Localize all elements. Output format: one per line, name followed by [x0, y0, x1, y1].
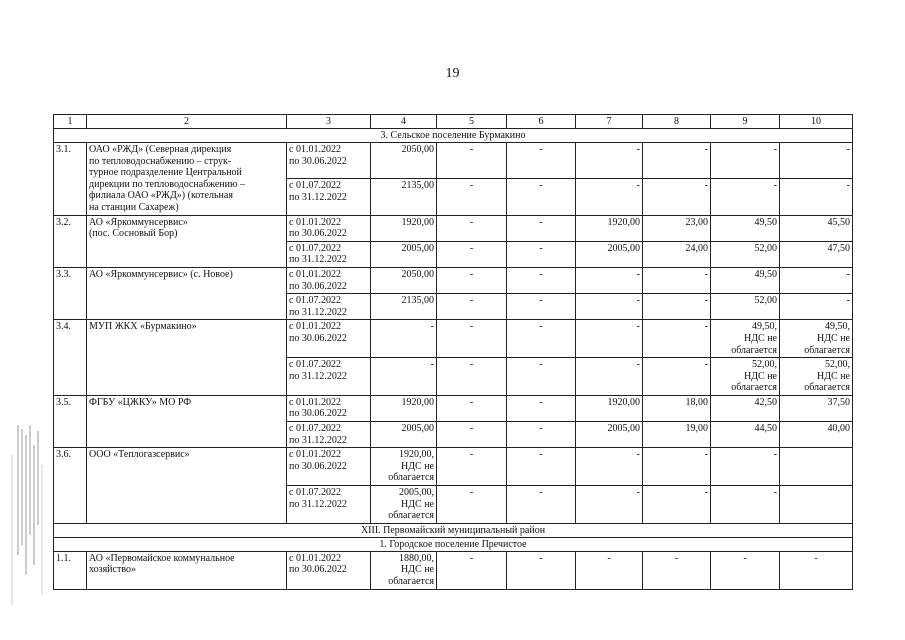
- tariff-col8-line: -: [674, 552, 679, 564]
- tariff-col5-line: -: [469, 321, 474, 333]
- tariff-col8: [643, 395, 711, 421]
- tariff-col6: [507, 179, 576, 215]
- tariff-col4-line: НДС не: [400, 460, 434, 472]
- tariff-col8-line: -: [704, 449, 708, 461]
- tariff-col6-line: -: [539, 359, 543, 371]
- tariff-col9: [711, 395, 780, 421]
- tariff-col9: [711, 241, 780, 267]
- tariff-col8-line: -: [704, 144, 708, 155]
- row-number-line: 3.1.: [56, 144, 71, 155]
- tariff-col7-line: 1920,00: [607, 216, 640, 228]
- tariff-col7: [576, 267, 643, 293]
- tariff-col10-line: НДС не: [816, 370, 850, 382]
- table-row: [54, 395, 853, 421]
- tariff-col4-line: 2135,00: [401, 180, 434, 192]
- tariff-col7-line: -: [607, 552, 611, 564]
- tariff-col5: [437, 179, 507, 215]
- header-row: [54, 115, 853, 129]
- table-row: [54, 448, 853, 486]
- section-heading-row: [54, 523, 853, 537]
- tariff-col10: [780, 395, 853, 421]
- tariff-col9: [711, 422, 780, 448]
- organization-name: [87, 215, 287, 267]
- row-number: [54, 395, 87, 447]
- tariff-col10: [780, 320, 853, 358]
- tariff-col6-line: -: [539, 295, 543, 307]
- period-cell-line: по 30.06.2022: [289, 280, 347, 292]
- period-cell-line: по 30.06.2022: [289, 564, 347, 576]
- tariff-col7: [576, 179, 643, 215]
- tariff-col4: [371, 395, 437, 421]
- tariff-col4: [371, 241, 437, 267]
- tariff-col4: [371, 486, 437, 524]
- tariff-col8: [643, 320, 711, 358]
- tariff-col6-line: -: [539, 268, 543, 280]
- tariff-col6: [507, 215, 576, 241]
- tariff-col4-line: 1920,00: [401, 216, 434, 228]
- tariff-table: [53, 114, 853, 590]
- tariff-col10-line: НДС не: [816, 332, 850, 344]
- page-number: 19: [445, 66, 460, 81]
- tariff-col5-line: -: [469, 552, 474, 564]
- section-heading-row: [54, 537, 853, 551]
- tariff-col10-line: -: [846, 268, 850, 280]
- tariff-col7: [576, 551, 643, 589]
- tariff-col4: [371, 448, 437, 486]
- tariff-col6: [507, 358, 576, 396]
- tariff-col10: [780, 294, 853, 320]
- tariff-col5: [437, 215, 507, 241]
- tariff-col4-line: 2050,00: [401, 268, 434, 280]
- tariff-col9-line: облагается: [731, 382, 777, 394]
- tariff-col5-line: -: [469, 423, 474, 435]
- tariff-col7-line: 1920,00: [607, 396, 640, 408]
- tariff-col9: [711, 179, 780, 215]
- row-number: [54, 215, 87, 267]
- organization-name: [87, 551, 287, 589]
- tariff-col7: [576, 486, 643, 524]
- organization-name: [87, 143, 287, 216]
- table-row: [54, 320, 853, 358]
- tariff-col7: [576, 358, 643, 396]
- tariff-col7: [576, 294, 643, 320]
- period-cell-line: с 01.01.2022: [289, 268, 341, 280]
- tariff-col9-line: -: [773, 180, 777, 192]
- tariff-col8: [643, 294, 711, 320]
- column-header: 3: [287, 115, 371, 129]
- tariff-col7: [576, 241, 643, 267]
- tariff-col10-line: 45,50: [827, 216, 850, 228]
- period-cell-line: с 01.07.2022: [289, 242, 341, 254]
- period-cell-line: с 01.01.2022: [289, 396, 341, 408]
- organization-name-line: АО «Первомайское коммунальное: [89, 552, 235, 564]
- tariff-col7-line: -: [636, 268, 640, 280]
- row-number-line: 3.6.: [56, 449, 71, 461]
- tariff-col7-line: -: [636, 487, 640, 499]
- tariff-col9-line: 44,50: [754, 423, 777, 435]
- tariff-col6: [507, 448, 576, 486]
- tariff-col7: [576, 448, 643, 486]
- period-cell: [287, 358, 371, 396]
- tariff-col10: [780, 267, 853, 293]
- tariff-col9: [711, 294, 780, 320]
- tariff-col8: [643, 215, 711, 241]
- period-cell: [287, 267, 371, 293]
- organization-name-line: МУП ЖКХ «Бурмакино»: [89, 321, 197, 333]
- organization-name-line: ООО «Теплогазсервис»: [89, 449, 190, 461]
- tariff-col10-line: облагается: [804, 344, 850, 356]
- table-row: [54, 143, 853, 179]
- tariff-col10-line: 40,00: [827, 423, 850, 435]
- tariff-col6: [507, 267, 576, 293]
- tariff-col8-line: -: [704, 359, 708, 371]
- period-cell: [287, 486, 371, 524]
- tariff-col10: [780, 422, 853, 448]
- tariff-col8: [643, 241, 711, 267]
- period-cell: [287, 179, 371, 215]
- tariff-col5: [437, 551, 507, 589]
- tariff-col9-line: облагается: [731, 344, 777, 356]
- tariff-col10-line: 37,50: [827, 396, 850, 408]
- tariff-col8-line: 19,00: [685, 423, 708, 435]
- tariff-col5-line: -: [469, 295, 474, 307]
- table-row: [54, 267, 853, 293]
- tariff-col10: [780, 179, 853, 215]
- column-header: 7: [576, 115, 643, 129]
- tariff-col10-line: -: [846, 144, 850, 155]
- tariff-col10: [780, 215, 853, 241]
- tariff-col7-line: -: [636, 295, 640, 307]
- row-number-line: 3.5.: [56, 396, 71, 408]
- section-heading: XIII. Первомайский муниципальный район: [54, 523, 853, 537]
- tariff-col9-line: НДС не: [743, 370, 777, 382]
- tariff-col6: [507, 143, 576, 179]
- tariff-col8: [643, 486, 711, 524]
- tariff-col4: [371, 422, 437, 448]
- tariff-col10-line: -: [846, 295, 850, 307]
- tariff-col4-line: НДС не: [400, 498, 434, 510]
- tariff-col6: [507, 294, 576, 320]
- row-number: [54, 551, 87, 589]
- tariff-col10-line: облагается: [804, 382, 850, 394]
- tariff-col5-line: -: [469, 487, 474, 499]
- organization-name-line: АО «Яркоммунсервис» (с. Новое): [89, 268, 233, 280]
- tariff-col8-line: -: [704, 321, 708, 333]
- tariff-col4-line: 2135,00: [401, 295, 434, 307]
- organization-name-line: ФГБУ «ЦЖКУ» МО РФ: [89, 396, 192, 408]
- tariff-col4-line: 2005,00,: [399, 487, 434, 499]
- tariff-col8-line: -: [704, 180, 708, 192]
- tariff-col5: [437, 320, 507, 358]
- section-heading: 3. Сельское поселение Бурмакино: [54, 129, 853, 143]
- period-cell-line: по 30.06.2022: [289, 155, 347, 167]
- tariff-col4-line: -: [430, 321, 434, 333]
- period-cell: [287, 143, 371, 179]
- tariff-col9-line: -: [773, 144, 777, 155]
- tariff-col5-line: -: [469, 180, 474, 192]
- row-number: [54, 448, 87, 524]
- tariff-col6: [507, 486, 576, 524]
- tariff-col9-line: -: [773, 487, 777, 499]
- row-number: [54, 320, 87, 396]
- tariff-col10-line: 52,00,: [825, 359, 850, 371]
- column-header: 8: [643, 115, 711, 129]
- organization-name-line: дирекции по тепловодоснабжению –: [89, 178, 245, 190]
- organization-name-line: филиала ОАО «РЖД») (котельная: [89, 190, 233, 202]
- tariff-col8: [643, 143, 711, 179]
- tariff-col4-line: 2005,00: [401, 242, 434, 254]
- column-header: 2: [87, 115, 287, 129]
- tariff-col10: [780, 551, 853, 589]
- period-cell-line: по 30.06.2022: [289, 228, 347, 240]
- tariff-col9-line: 52,00: [754, 242, 777, 254]
- tariff-col5-line: -: [469, 216, 474, 228]
- organization-name: [87, 267, 287, 319]
- tariff-col5: [437, 143, 507, 179]
- table-row: [54, 215, 853, 241]
- row-number-line: 3.2.: [56, 216, 71, 228]
- period-cell: [287, 215, 371, 241]
- column-header: 5: [437, 115, 507, 129]
- tariff-col4-line: 2005,00: [401, 423, 434, 435]
- tariff-col9: [711, 551, 780, 589]
- row-number: [54, 267, 87, 319]
- tariff-col9: [711, 215, 780, 241]
- tariff-col7-line: -: [636, 449, 640, 461]
- period-cell-line: по 30.06.2022: [289, 332, 347, 344]
- row-number-line: 3.4.: [56, 321, 71, 333]
- column-header: 6: [507, 115, 576, 129]
- scan-artifact-marks: [4, 425, 46, 615]
- tariff-col5: [437, 422, 507, 448]
- tariff-col4: [371, 320, 437, 358]
- tariff-col9: [711, 448, 780, 486]
- tariff-col6-line: -: [539, 321, 543, 333]
- tariff-col6-line: -: [539, 216, 543, 228]
- tariff-col6-line: -: [539, 396, 543, 408]
- tariff-col9-line: 49,50,: [752, 321, 777, 333]
- period-cell-line: с 01.01.2022: [289, 449, 341, 461]
- period-cell: [287, 241, 371, 267]
- tariff-col9-line: 52,00,: [752, 359, 777, 371]
- period-cell-line: по 31.12.2022: [289, 191, 347, 203]
- tariff-col4-line: облагается: [388, 576, 434, 587]
- tariff-col4-line: НДС не: [400, 564, 434, 576]
- tariff-col7-line: 2005,00: [607, 242, 640, 254]
- tariff-col4: [371, 294, 437, 320]
- organization-name-line: (пос. Сосновый Бор): [89, 228, 178, 240]
- tariff-col4: [371, 143, 437, 179]
- period-cell: [287, 551, 371, 589]
- tariff-col7-line: -: [636, 180, 640, 192]
- tariff-col7: [576, 320, 643, 358]
- period-cell-line: с 01.01.2022: [289, 216, 341, 228]
- tariff-col8: [643, 267, 711, 293]
- section-heading-row: [54, 129, 853, 143]
- period-cell-line: с 01.07.2022: [289, 295, 341, 307]
- tariff-col4: [371, 215, 437, 241]
- period-cell-line: с 01.01.2022: [289, 552, 341, 564]
- tariff-col9-line: -: [773, 449, 777, 461]
- tariff-col5: [437, 267, 507, 293]
- tariff-col8-line: 18,00: [685, 396, 708, 408]
- tariff-col9: [711, 486, 780, 524]
- tariff-col5: [437, 294, 507, 320]
- tariff-col4-line: облагается: [388, 472, 434, 484]
- section-heading: 1. Городское поселение Пречистое: [54, 537, 853, 551]
- tariff-col10: [780, 448, 853, 486]
- period-cell-line: по 31.12.2022: [289, 434, 347, 446]
- tariff-col5-line: -: [469, 449, 474, 461]
- tariff-col6-line: -: [539, 487, 543, 499]
- tariff-col5-line: -: [469, 268, 474, 280]
- tariff-col6: [507, 422, 576, 448]
- tariff-col9-line: 49,50: [754, 268, 777, 280]
- tariff-col7: [576, 422, 643, 448]
- tariff-col10-line: 49,50,: [825, 321, 850, 333]
- tariff-col5: [437, 395, 507, 421]
- tariff-col9-line: 42,50: [754, 396, 777, 408]
- column-header: 10: [780, 115, 853, 129]
- tariff-col8-line: -: [704, 487, 708, 499]
- tariff-col7-line: -: [636, 321, 640, 333]
- tariff-col4-line: 1880,00,: [399, 552, 434, 564]
- organization-name-line: турное подразделение Центральной: [89, 167, 242, 179]
- tariff-col5: [437, 241, 507, 267]
- tariff-col5-line: -: [469, 242, 474, 254]
- tariff-col6-line: -: [539, 423, 543, 435]
- period-cell-line: с 01.01.2022: [289, 321, 341, 333]
- period-cell-line: по 31.12.2022: [289, 370, 347, 382]
- tariff-col6-line: -: [539, 449, 543, 461]
- tariff-col10: [780, 241, 853, 267]
- tariff-col10-line: -: [814, 552, 818, 564]
- tariff-col8-line: 24,00: [685, 242, 708, 254]
- period-cell: [287, 448, 371, 486]
- organization-name: [87, 448, 287, 524]
- period-cell-line: по 31.12.2022: [289, 498, 347, 510]
- tariff-col8: [643, 358, 711, 396]
- tariff-col6: [507, 320, 576, 358]
- tariff-col8-line: 23,00: [685, 216, 708, 228]
- tariff-col8-line: -: [704, 295, 708, 307]
- tariff-col9: [711, 143, 780, 179]
- column-header: 4: [371, 115, 437, 129]
- tariff-col8: [643, 179, 711, 215]
- tariff-col7: [576, 395, 643, 421]
- tariff-col7: [576, 215, 643, 241]
- organization-name-line: по тепловодоснабжению – струк-: [89, 155, 232, 167]
- period-cell: [287, 320, 371, 358]
- tariff-col8: [643, 422, 711, 448]
- tariff-col6: [507, 395, 576, 421]
- tariff-col9: [711, 320, 780, 358]
- tariff-col5-line: -: [469, 359, 474, 371]
- tariff-col7: [576, 143, 643, 179]
- tariff-col4-line: 1920,00,: [399, 449, 434, 461]
- tariff-col6-line: -: [539, 180, 543, 192]
- tariff-col5-line: -: [469, 144, 474, 155]
- column-header: 9: [711, 115, 780, 129]
- period-cell: [287, 422, 371, 448]
- tariff-col5: [437, 448, 507, 486]
- tariff-col4-line: 2050,00: [401, 144, 434, 155]
- tariff-col7-line: 2005,00: [607, 423, 640, 435]
- tariff-col10-line: 47,50: [827, 242, 850, 254]
- tariff-col9-line: 49,50: [754, 216, 777, 228]
- tariff-col4: [371, 267, 437, 293]
- period-cell-line: по 30.06.2022: [289, 408, 347, 420]
- tariff-col5: [437, 358, 507, 396]
- tariff-col9-line: НДС не: [743, 332, 777, 344]
- tariff-col6-line: -: [539, 242, 543, 254]
- tariff-col6: [507, 551, 576, 589]
- tariff-col4-line: 1920,00: [401, 396, 434, 408]
- tariff-col8-line: -: [704, 268, 708, 280]
- tariff-col10: [780, 358, 853, 396]
- row-number-line: 3.3.: [56, 268, 71, 280]
- period-cell-line: с 01.07.2022: [289, 180, 341, 192]
- period-cell-line: по 31.12.2022: [289, 254, 347, 266]
- tariff-col7-line: -: [636, 359, 640, 371]
- tariff-col5-line: -: [469, 396, 474, 408]
- organization-name-line: АО «Яркоммунсервис»: [89, 216, 188, 228]
- tariff-col6-line: -: [539, 552, 543, 564]
- organization-name-line: ОАО «РЖД» (Северная дирекция: [89, 144, 232, 155]
- tariff-col9-line: -: [743, 552, 747, 564]
- tariff-col4-line: облагается: [388, 510, 434, 522]
- tariff-col9: [711, 267, 780, 293]
- tariff-col5: [437, 486, 507, 524]
- tariff-col8: [643, 551, 711, 589]
- row-number: [54, 143, 87, 216]
- tariff-col9-line: 52,00: [754, 295, 777, 307]
- period-cell-line: с 01.07.2022: [289, 423, 341, 435]
- organization-name-line: хозяйство»: [89, 564, 136, 576]
- period-cell-line: по 31.12.2022: [289, 306, 347, 318]
- tariff-col6-line: -: [539, 144, 543, 155]
- period-cell: [287, 395, 371, 421]
- tariff-col4: [371, 179, 437, 215]
- tariff-col10-line: -: [846, 180, 850, 192]
- tariff-col10: [780, 143, 853, 179]
- period-cell: [287, 294, 371, 320]
- tariff-col4: [371, 551, 437, 589]
- row-number-line: 1.1.: [56, 552, 71, 564]
- period-cell-line: с 01.01.2022: [289, 144, 341, 155]
- tariff-col10: [780, 486, 853, 524]
- tariff-col6: [507, 241, 576, 267]
- tariff-col7-line: -: [636, 144, 640, 155]
- tariff-col8: [643, 448, 711, 486]
- tariff-col4-line: -: [430, 359, 434, 371]
- period-cell-line: с 01.07.2022: [289, 487, 341, 499]
- period-cell-line: по 30.06.2022: [289, 460, 347, 472]
- tariff-col4: [371, 358, 437, 396]
- tariff-col9: [711, 358, 780, 396]
- organization-name: [87, 395, 287, 447]
- period-cell-line: с 01.07.2022: [289, 359, 341, 371]
- organization-name-line: на станции Сахареж): [89, 201, 179, 213]
- column-header: 1: [54, 115, 87, 129]
- organization-name: [87, 320, 287, 396]
- table-row: [54, 551, 853, 589]
